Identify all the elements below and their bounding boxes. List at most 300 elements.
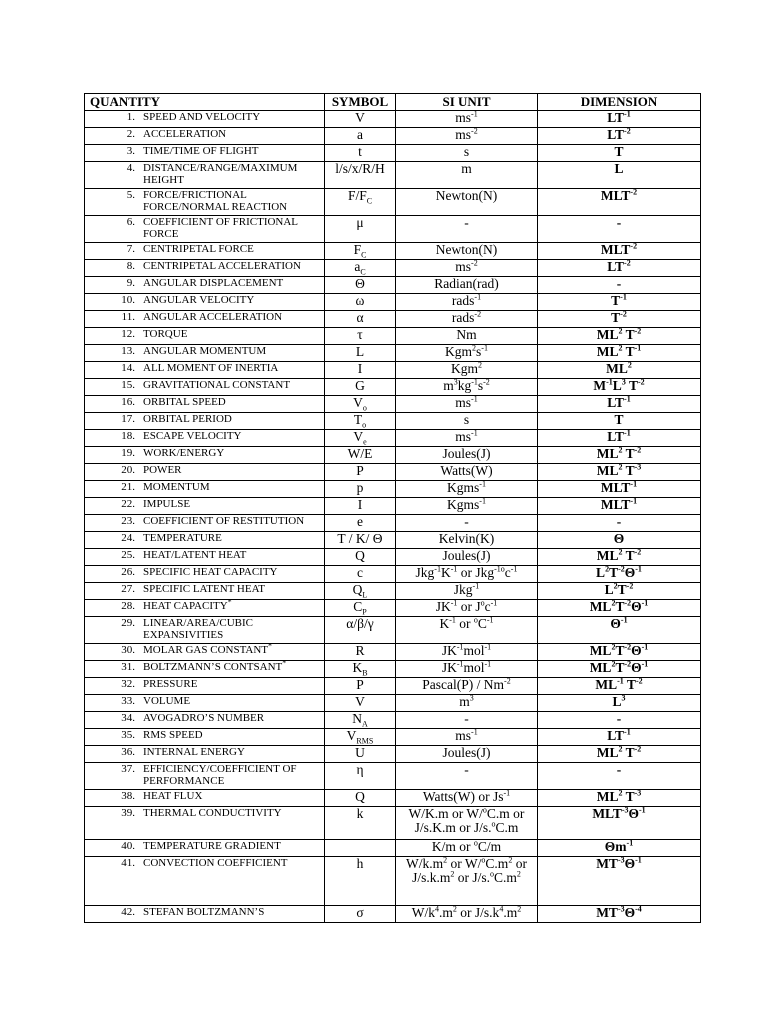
quantity-cell: [85, 260, 325, 277]
table-row: [85, 906, 701, 923]
dimension-cell: $LT^{-1}$: [538, 111, 701, 128]
si-unit-cell: Pascal(P) / $Nm^{-2}$: [396, 678, 538, 695]
row-number: 18.: [121, 430, 135, 442]
dimension-cell: $MT^{-3}\Theta^{-1}$: [538, 857, 701, 906]
row-number: 2.: [126, 128, 135, 140]
quantity-cell: [85, 763, 325, 790]
quantity-name: TORQUE: [143, 328, 188, 340]
row-number: 28.: [121, 600, 135, 612]
symbol-cell: l/s/x/R/H: [325, 162, 396, 189]
quantity-cell: [85, 447, 325, 464]
symbol-cell: $N_A$: [325, 712, 396, 729]
dimension-cell: $MLT^{-1}$: [538, 498, 701, 515]
si-unit-cell: m: [396, 162, 538, 189]
symbol-cell: $F/F_C$: [325, 189, 396, 216]
row-number: 25.: [121, 549, 135, 561]
table-row: [85, 532, 701, 549]
table-body: [85, 111, 701, 923]
symbol-cell: I: [325, 362, 396, 379]
dimension-cell: $ML^2$: [538, 362, 701, 379]
table-row: [85, 840, 701, 857]
table-row: [85, 111, 701, 128]
dimension-cell: $\Theta^{-1}$: [538, 617, 701, 644]
quantity-name: SPECIFIC LATENT HEAT: [143, 583, 266, 595]
row-number: 36.: [121, 746, 135, 758]
row-number: 9.: [126, 277, 135, 289]
quantity-cell: [85, 583, 325, 600]
dimension-cell: $MT^{-3}\Theta^{-4}$: [538, 906, 701, 923]
table-row: [85, 464, 701, 481]
quantity-cell: [85, 617, 325, 644]
quantity-cell: [85, 294, 325, 311]
row-number: 26.: [121, 566, 135, 578]
table-row: [85, 729, 701, 746]
quantity-name: ANGULAR ACCELERATION: [143, 311, 283, 323]
quantity-name: AVOGADRO’S NUMBER: [143, 712, 265, 724]
quantity-cell: [85, 111, 325, 128]
table-row: [85, 746, 701, 763]
table-row: [85, 243, 701, 260]
quantity-name: THERMAL CONDUCTIVITY: [143, 807, 282, 819]
quantity-name: ANGULAR MOMENTUM: [143, 345, 267, 357]
quantity-name: TEMPERATURE: [143, 532, 222, 544]
dimension-cell: -: [538, 216, 701, 243]
row-number: 3.: [126, 145, 135, 157]
si-unit-cell: Nm: [396, 328, 538, 345]
quantity-name: VOLUME: [143, 695, 191, 707]
si-unit-cell: s: [396, 145, 538, 162]
dimension-cell: L: [538, 162, 701, 189]
dimension-cell: $MLT^{-2}$: [538, 243, 701, 260]
si-unit-cell: $ms^{-1}$: [396, 729, 538, 746]
symbol-cell: α: [325, 311, 396, 328]
quantity-name: POWER: [143, 464, 182, 476]
symbol-cell: Q: [325, 790, 396, 807]
table-row: [85, 549, 701, 566]
symbol-cell: $C_P$: [325, 600, 396, 617]
symbol-cell: [325, 840, 396, 857]
si-unit-cell: Newton(N): [396, 189, 538, 216]
symbol-cell: P: [325, 464, 396, 481]
dimension-cell: $ML^2$ $T^{-3}$: [538, 790, 701, 807]
row-number: 29.: [121, 617, 135, 629]
row-number: 23.: [121, 515, 135, 527]
row-number: 31.: [121, 661, 135, 673]
symbol-cell: $T_o$: [325, 413, 396, 430]
symbol-cell: Θ: [325, 277, 396, 294]
quantity-cell: [85, 216, 325, 243]
header-quantity: QUANTITY: [85, 94, 325, 111]
si-unit-cell: -: [396, 515, 538, 532]
symbol-cell: ω: [325, 294, 396, 311]
quantity-cell: [85, 857, 325, 906]
row-number: 42.: [121, 906, 135, 918]
row-number: 34.: [121, 712, 135, 724]
quantity-cell: [85, 807, 325, 840]
si-unit-cell: Watts(W) or $Js^{-1}$: [396, 790, 538, 807]
quantity-name: ALL MOMENT OF INERTIA: [143, 362, 279, 374]
row-number: 14.: [121, 362, 135, 374]
quantity-cell: [85, 277, 325, 294]
dimension-cell: $MLT^{-2}$: [538, 189, 701, 216]
quantities-table: [84, 93, 701, 923]
si-unit-cell: -: [396, 216, 538, 243]
quantity-name: ORBITAL PERIOD: [143, 413, 232, 425]
quantity-name: DISTANCE/RANGE/MAXIMUM HEIGHT: [143, 162, 298, 186]
quantity-name: ANGULAR DISPLACEMENT: [143, 277, 284, 289]
quantity-cell: [85, 379, 325, 396]
si-unit-cell: $m^3$: [396, 695, 538, 712]
si-unit-cell: K/m or $^o$C/m: [396, 840, 538, 857]
row-number: 32.: [121, 678, 135, 690]
si-unit-cell: Kgms$^{-1}$: [396, 498, 538, 515]
quantity-cell: [85, 658, 325, 678]
table-row: [85, 763, 701, 790]
si-unit-cell: Newton(N): [396, 243, 538, 260]
table-row: [85, 145, 701, 162]
dimension-cell: $ML^2$ $T^{-2}$: [538, 328, 701, 345]
dimension-cell: $MLT^{-3}\Theta^{-1}$: [538, 807, 701, 840]
table-row: [85, 566, 701, 583]
dimension-cell: $ML^2$ $T^{-2}$: [538, 746, 701, 763]
symbol-cell: $Q_L$: [325, 583, 396, 600]
quantity-name: GRAVITATIONAL CONSTANT: [143, 379, 291, 391]
quantity-name: TIME/TIME OF FLIGHT: [143, 145, 259, 157]
table-row: [85, 216, 701, 243]
row-number: 13.: [121, 345, 135, 357]
symbol-cell: I: [325, 498, 396, 515]
row-number: 41.: [121, 857, 135, 869]
dimension-cell: $L^2T^{-2}$: [538, 583, 701, 600]
si-unit-cell: Kgm$^2$: [396, 362, 538, 379]
dimension-cell: $T^{-1}$: [538, 294, 701, 311]
quantity-cell: [85, 464, 325, 481]
dimension-cell: T: [538, 145, 701, 162]
quantity-name: EFFICIENCY/COEFFICIENT OF PERFORMANCE: [143, 763, 297, 787]
row-number: 40.: [121, 840, 135, 852]
table-row: [85, 481, 701, 498]
symbol-cell: e: [325, 515, 396, 532]
dimension-cell: $LT^{-1}$: [538, 430, 701, 447]
si-unit-cell: Jkg$^{-1}$: [396, 583, 538, 600]
table-row: [85, 661, 701, 678]
quantity-name: RMS SPEED: [143, 729, 203, 741]
quantity-cell: [85, 362, 325, 379]
quantity-name: HEAT FLUX: [143, 790, 203, 802]
table-row: [85, 328, 701, 345]
dimension-cell: $LT^{-2}$: [538, 128, 701, 145]
header-row: [85, 94, 701, 111]
quantity-cell: [85, 549, 325, 566]
si-unit-cell: rads$^{-1}$: [396, 294, 538, 311]
si-unit-cell: Joules(J): [396, 549, 538, 566]
symbol-cell: U: [325, 746, 396, 763]
table-row: [85, 128, 701, 145]
table-row: [85, 807, 701, 840]
quantity-name: HEAT/LATENT HEAT: [143, 549, 247, 561]
quantity-cell: [85, 597, 325, 617]
dimension-cell: $LT^{-2}$: [538, 260, 701, 277]
si-unit-cell: $W/k^4.m^2$ or $J/s.k^4.m^2$: [396, 906, 538, 923]
row-number: 27.: [121, 583, 135, 595]
table-row: [85, 396, 701, 413]
quantity-cell: [85, 189, 325, 216]
si-unit-cell: $JK^{-1}$ or $J^oc^{-1}$: [396, 600, 538, 617]
quantity-name: SPECIFIC HEAT CAPACITY: [143, 566, 278, 578]
quantity-name: PRESSURE: [143, 678, 198, 690]
quantity-name: CONVECTION COEFFICIENT: [143, 857, 288, 869]
si-unit-cell: $JK^{-1}mol^{-1}$: [396, 644, 538, 661]
symbol-cell: Q: [325, 549, 396, 566]
si-unit-cell: rads$^{-2}$: [396, 311, 538, 328]
row-number: 17.: [121, 413, 135, 425]
quantity-name: CENTRIPETAL ACCELERATION: [143, 260, 301, 272]
quantity-name: CENTRIPETAL FORCE: [143, 243, 254, 255]
dimension-cell: $L^3$: [538, 695, 701, 712]
symbol-cell: k: [325, 807, 396, 840]
table-row: [85, 515, 701, 532]
si-unit-cell: $m^3kg^{-1}s^{-2}$: [396, 379, 538, 396]
header-dimension: DIMENSION: [538, 94, 701, 111]
row-number: 21.: [121, 481, 135, 493]
quantity-cell: [85, 430, 325, 447]
table-row: [85, 617, 701, 644]
quantity-name: TEMPERATURE GRADIENT: [143, 840, 281, 852]
dimension-cell: $T^{-2}$: [538, 311, 701, 328]
quantity-name: IMPULSE: [143, 498, 191, 510]
si-unit-cell: $ms^{-2}$: [396, 128, 538, 145]
quantity-name: MOLAR GAS CONSTANT*: [143, 641, 273, 656]
quantity-cell: [85, 641, 325, 661]
table-row: [85, 695, 701, 712]
header-si-unit: SI UNIT: [396, 94, 538, 111]
dimension-cell: $ML^2T^{-2}\Theta^{-1}$: [538, 600, 701, 617]
quantity-cell: [85, 532, 325, 549]
dimension-cell: -: [538, 515, 701, 532]
row-number: 35.: [121, 729, 135, 741]
dimension-cell: T: [538, 413, 701, 430]
dimension-cell: -: [538, 763, 701, 790]
table-row: [85, 413, 701, 430]
row-number: 38.: [121, 790, 135, 802]
symbol-cell: σ: [325, 906, 396, 923]
table-row: [85, 600, 701, 617]
quantity-name: INTERNAL ENERGY: [143, 746, 245, 758]
quantity-cell: [85, 840, 325, 857]
quantity-name: BOLTZMANN’S CONTSANT*: [143, 658, 287, 673]
quantity-name: FORCE/FRICTIONAL FORCE/NORMAL REACTION: [143, 189, 288, 213]
row-number: 30.: [121, 644, 135, 656]
dimension-cell: Θ: [538, 532, 701, 549]
quantity-cell: [85, 311, 325, 328]
quantity-cell: [85, 243, 325, 260]
si-unit-cell: Watts(W): [396, 464, 538, 481]
quantity-cell: [85, 678, 325, 695]
table-row: [85, 583, 701, 600]
quantity-name: LINEAR/AREA/CUBIC EXPANSIVITIES: [143, 617, 253, 641]
table-row: [85, 379, 701, 396]
row-number: 24.: [121, 532, 135, 544]
symbol-cell: R: [325, 644, 396, 661]
row-number: 8.: [126, 260, 135, 272]
quantity-name: MOMENTUM: [143, 481, 210, 493]
symbol-cell: L: [325, 345, 396, 362]
symbol-cell: V: [325, 111, 396, 128]
symbol-cell: T / K/ Θ: [325, 532, 396, 549]
si-unit-cell: $ms^{-1}$: [396, 111, 538, 128]
quantity-name: WORK/ENERGY: [143, 447, 225, 459]
table-row: [85, 447, 701, 464]
row-number: 39.: [121, 807, 135, 819]
symbol-cell: W/E: [325, 447, 396, 464]
dimension-cell: $LT^{-1}$: [538, 396, 701, 413]
quantity-name: HEAT CAPACITY*: [143, 597, 232, 612]
table-row: [85, 498, 701, 515]
si-unit-cell: $ms^{-1}$: [396, 396, 538, 413]
row-number: 10.: [121, 294, 135, 306]
table-row: [85, 345, 701, 362]
si-unit-cell: -: [396, 712, 538, 729]
symbol-cell: $a_C$: [325, 260, 396, 277]
si-unit-cell: $Kgm^2s^{-1}$: [396, 345, 538, 362]
dimension-cell: $LT^{-1}$: [538, 729, 701, 746]
quantity-name: ACCELERATION: [143, 128, 227, 140]
dimension-cell: $ML^2T^{-2}\Theta^{-1}$: [538, 661, 701, 678]
table-row: [85, 162, 701, 189]
symbol-cell: μ: [325, 216, 396, 243]
dimension-cell: -: [538, 712, 701, 729]
symbol-cell: a: [325, 128, 396, 145]
quantity-cell: [85, 345, 325, 362]
quantity-name: COEFFICIENT OF FRICTIONAL FORCE: [143, 216, 298, 240]
quantity-cell: [85, 128, 325, 145]
symbol-cell: t: [325, 145, 396, 162]
symbol-cell: η: [325, 763, 396, 790]
si-unit-cell: -: [396, 763, 538, 790]
symbol-cell: $V_o$: [325, 396, 396, 413]
table-row: [85, 311, 701, 328]
si-unit-cell: Joules(J): [396, 746, 538, 763]
symbol-cell: α/β/γ: [325, 617, 396, 644]
table-row: [85, 857, 701, 906]
quantity-name: STEFAN BOLTZMANN’S: [143, 906, 265, 918]
quantity-cell: [85, 328, 325, 345]
dimension-cell: -: [538, 277, 701, 294]
symbol-cell: V: [325, 695, 396, 712]
symbol-cell: p: [325, 481, 396, 498]
si-unit-cell: $W/k.m^2$ or $W/^oC.m^2$ or $J/s.k.m^2$ or $J/s.^oC.m^2$: [396, 857, 538, 906]
si-unit-cell: $JK^{-1}mol^{-1}$: [396, 661, 538, 678]
si-unit-cell: $ms^{-1}$: [396, 430, 538, 447]
symbol-cell: P: [325, 678, 396, 695]
quantity-cell: [85, 413, 325, 430]
quantity-cell: [85, 695, 325, 712]
quantity-name: ORBITAL SPEED: [143, 396, 226, 408]
table-row: [85, 260, 701, 277]
dimension-cell: $ML^{-1}$ $T^{-2}$: [538, 678, 701, 695]
table-row: [85, 362, 701, 379]
symbol-cell: $K_B$: [325, 661, 396, 678]
quantity-cell: [85, 481, 325, 498]
si-unit-cell: Kelvin(K): [396, 532, 538, 549]
table-row: [85, 189, 701, 216]
row-number: 6.: [126, 216, 135, 228]
symbol-cell: $F_C$: [325, 243, 396, 260]
quantity-cell: [85, 746, 325, 763]
row-number: 22.: [121, 498, 135, 510]
symbol-cell: $V_e$: [325, 430, 396, 447]
quantity-name: ANGULAR VELOCITY: [143, 294, 255, 306]
dimension-cell: $\Theta m^{-1}$: [538, 840, 701, 857]
si-unit-cell: Radian(rad): [396, 277, 538, 294]
dimension-cell: $ML^2$ $T^{-2}$: [538, 447, 701, 464]
physics-quantities-sheet: [84, 93, 700, 923]
dimension-cell: $ML^2$ $T^{-3}$: [538, 464, 701, 481]
quantity-cell: [85, 566, 325, 583]
si-unit-cell: Joules(J): [396, 447, 538, 464]
dimension-cell: $ML^2$ $T^{-1}$: [538, 345, 701, 362]
quantity-name: ESCAPE VELOCITY: [143, 430, 242, 442]
symbol-cell: G: [325, 379, 396, 396]
row-number: 37.: [121, 763, 135, 775]
row-number: 33.: [121, 695, 135, 707]
quantity-cell: [85, 712, 325, 729]
header-symbol: SYMBOL: [325, 94, 396, 111]
row-number: 20.: [121, 464, 135, 476]
symbol-cell: $V_{RMS}$: [325, 729, 396, 746]
dimension-cell: $M^{-1}L^3$ $T^{-2}$: [538, 379, 701, 396]
table-row: [85, 430, 701, 447]
symbol-cell: c: [325, 566, 396, 583]
table-row: [85, 790, 701, 807]
si-unit-cell: $Jkg^{-1}K^{-1}$ or $Jkg^{-1o}c^{-1}$: [396, 566, 538, 583]
quantity-cell: [85, 162, 325, 189]
symbol-cell: h: [325, 857, 396, 906]
row-number: 4.: [126, 162, 135, 174]
table-row: [85, 644, 701, 661]
row-number: 12.: [121, 328, 135, 340]
table-row: [85, 712, 701, 729]
quantity-cell: [85, 498, 325, 515]
quantity-cell: [85, 729, 325, 746]
row-number: 7.: [126, 243, 135, 255]
table-row: [85, 277, 701, 294]
quantity-cell: [85, 396, 325, 413]
symbol-cell: τ: [325, 328, 396, 345]
si-unit-cell: $K^{-1}$ or $^oC^{-1}$: [396, 617, 538, 644]
quantity-cell: [85, 906, 325, 923]
quantity-cell: [85, 790, 325, 807]
quantity-name: SPEED AND VELOCITY: [143, 111, 261, 123]
si-unit-cell: W/K.m or W/$^o$C.m or J/s.K.m or J/s.$^o$C.m: [396, 807, 538, 840]
table-row: [85, 678, 701, 695]
quantity-cell: [85, 145, 325, 162]
row-number: 15.: [121, 379, 135, 391]
dimension-cell: $ML^2T^{-2}\Theta^{-1}$: [538, 644, 701, 661]
table-row: [85, 294, 701, 311]
row-number: 19.: [121, 447, 135, 459]
dimension-cell: $L^2T^{-2}\Theta^{-1}$: [538, 566, 701, 583]
si-unit-cell: $ms^{-2}$: [396, 260, 538, 277]
row-number: 5.: [126, 189, 135, 201]
si-unit-cell: s: [396, 413, 538, 430]
si-unit-cell: Kgms$^{-1}$: [396, 481, 538, 498]
quantity-cell: [85, 515, 325, 532]
row-number: 16.: [121, 396, 135, 408]
dimension-cell: $ML^2$ $T^{-2}$: [538, 549, 701, 566]
dimension-cell: $MLT^{-1}$: [538, 481, 701, 498]
row-number: 11.: [121, 311, 135, 323]
